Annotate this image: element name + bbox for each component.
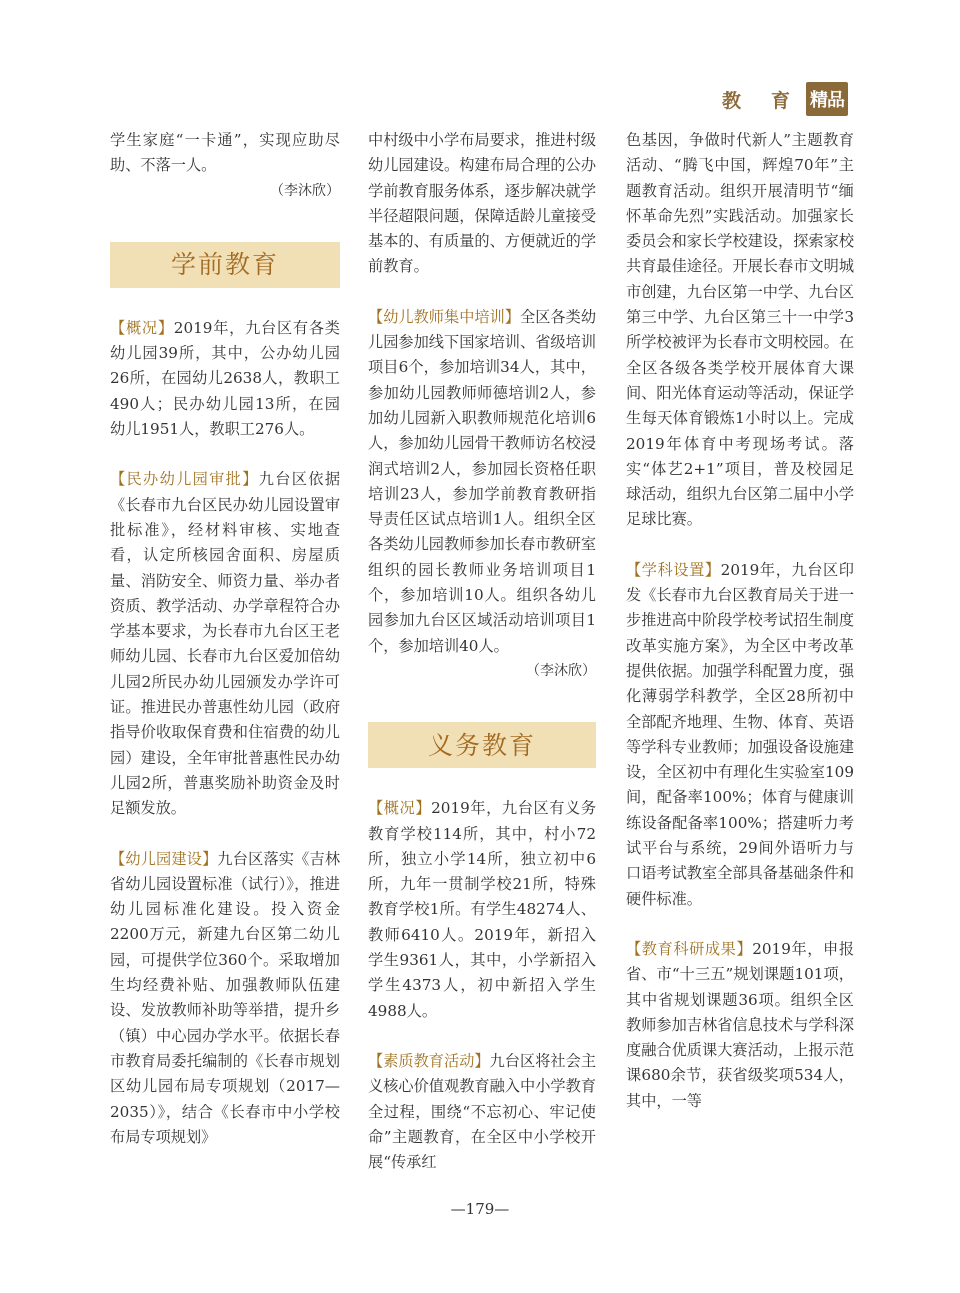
paragraph-tag: 【幼儿教师集中培训】 [368,307,521,326]
paragraph-quality-education [368,1049,596,1175]
paragraph-tag: 【素质教育活动】 [368,1051,490,1070]
paragraph-kindergarten-construction [110,847,340,1151]
paragraph-text: 九台区将社会主义核心价值观教育融入中小学教育全过程，围绕“不忘初心、牢记使命”主题教育，在全区中小学校开展“传承红 [368,1051,597,1172]
page-header [722,82,848,116]
page-number: —179— [450,1200,510,1218]
paragraph-tag: 【民办幼儿园审批】 [110,470,259,489]
author-credit: （李沐欣） [270,182,340,199]
continued-paragraph: 中村级中小学布局要求，推进村级幼儿园建设。构建布局合理的公办学前教育服务体系，逐步解决就学半径超限问题，保障适龄儿童接受基本的、有质量的、方便就近的学前教育。 [368,131,596,276]
paragraph-text: 2019年，九台区有各类幼儿园39所，其中，公办幼儿园26所，在园幼儿2638人，教职工490人；民办幼儿园13所，在园幼儿1951人，教职工276人。 [110,318,340,439]
author-credit: （李沐欣） [526,662,596,679]
paragraph-text: 2019年，九台区印发《长春市九台区教育局关于进一步推进高中阶段学校考试招生制度改革实施方案》，为全区中考改革提供依据。加强学科配置力度，强化薄弱学科教学，全区28所初中全部配齐地理、生物、体育、英语等学科专业教师；加强设备设施建设，全区初中有理化生实验室109间，配备率100%；体育与健康训练设备配备率100%；搭建听力考试平台与系统，29间外语听力与口语考试教室全部具备基础条件和硬件标准。 [626,560,854,908]
paragraph-overview [368,796,596,1024]
paragraph-private-kindergarten [110,467,340,821]
section-label-char-2: 育 [770,89,790,112]
paragraph-subject-setting [626,558,854,912]
paragraph-text: 2019年，申报省、市“十三五”规划课题101项，其中省规划课题36项。组织全区教师参加吉林省信息技术与学科深度融合优质课大赛活动，上报示范课680余节，获省级奖项534人，其中，一等 [626,939,854,1110]
paragraph-teacher-training [368,305,596,659]
paragraph-overview [110,316,340,442]
paragraph-tag: 【概况】 [368,799,432,818]
column-3 [626,128,854,1114]
paragraph-tag: 【概况】 [110,318,174,337]
paragraph-text: 全区各类幼儿园参加线下国家培训、省级培训项目6个，参加培训34人，其中，参加幼儿园教师师德培训2人，参加幼儿园新入职教师规范化培训6人，参加幼儿园骨干教师访名校浸润式培训2人，参加园长资格任职培训23人，参加学前教育教研指导责任区试点培训1人。组织全区各类幼儿园教师参加长春市教研室组织的园长教师业务培训项目1个，参加培训10人。组织各幼儿园参加九台区区域活动培训项目1个，参加培训40人。 [368,307,597,655]
paragraph-research-results [626,937,854,1114]
paragraph-tag: 【教育科研成果】 [626,939,753,958]
paragraph-text: 九台区落实《吉林省幼儿园设置标准（试行）》，推进幼儿园标准化建设。投入资金2200万元，新建九台区第二幼儿园，可提供学位360个。采取增加生均经费补贴、加强教师队伍建设、发放教师补助等举措，提升乡（镇）中心园办学水平。依据长春市教育局委托编制的《长春市规划区幼儿园布局专项规划（2017—2035）》，结合《长春市中小学校布局专项规划》 [110,849,340,1146]
section-title-preschool: 学前教育 [110,242,340,288]
paragraph-text: 九台区依据《长春市九台区民办幼儿园设置审批标准》，经材料审核、实地查看，认定所核园舍面积、房屋质量、消防安全、师资力量、举办者资质、教学活动、办学章程符合办学基本要求，为长春市九台区王老师幼儿园、长春市九台区爱加倍幼儿园2所民办幼儿园颁发办学许可证。推进民办普惠性幼儿园（政府指导价收取保育费和住宿费的幼儿园）建设，全年审批普惠性民办幼儿园2所，普惠奖励补助资金及时足额发放。 [110,470,341,818]
column-1 [110,128,340,1150]
paragraph-tag: 【幼儿园建设】 [110,849,218,868]
section-title-compulsory: 义务教育 [368,722,596,768]
column-2 [368,128,596,1175]
jingpin-logo: 精品 [806,82,848,116]
continued-paragraph: 色基因，争做时代新人”主题教育活动、“腾飞中国，辉煌70年”主题教育活动。组织开展清明节“缅怀革命先烈”实践活动。加强家长委员会和家长学校建设，探索家校共育最佳途径。开展长春市文明城市创建，九台区第一中学、九台区第三中学、九台区第三十一中学3所学校被评为长春市文明校园。在全区各级各类学校开展体育大课间、阳光体育运动等活动，保证学生每天体育锻炼1小时以上。完成2019年体育中考现场考试。落实“体艺2+1”项目，普及校园足球活动，组织九台区第二届中小学足球比赛。 [626,131,854,529]
continued-paragraph: 学生家庭“一卡通”，实现应助尽助、不落一人。 [110,131,340,175]
paragraph-text: 2019年，九台区有义务教育学校114所，其中，村小72所，独立小学14所，独立初中6所，九年一贯制学校21所，特殊教育学校1所。有学生48274人、教师6410人。2019年，新招入学生9361人，其中，小学新招入学生4373人，初中新招入学生4988人。 [368,799,597,1020]
paragraph-tag: 【学科设置】 [626,560,721,579]
section-label-char-1: 教 [721,89,741,112]
